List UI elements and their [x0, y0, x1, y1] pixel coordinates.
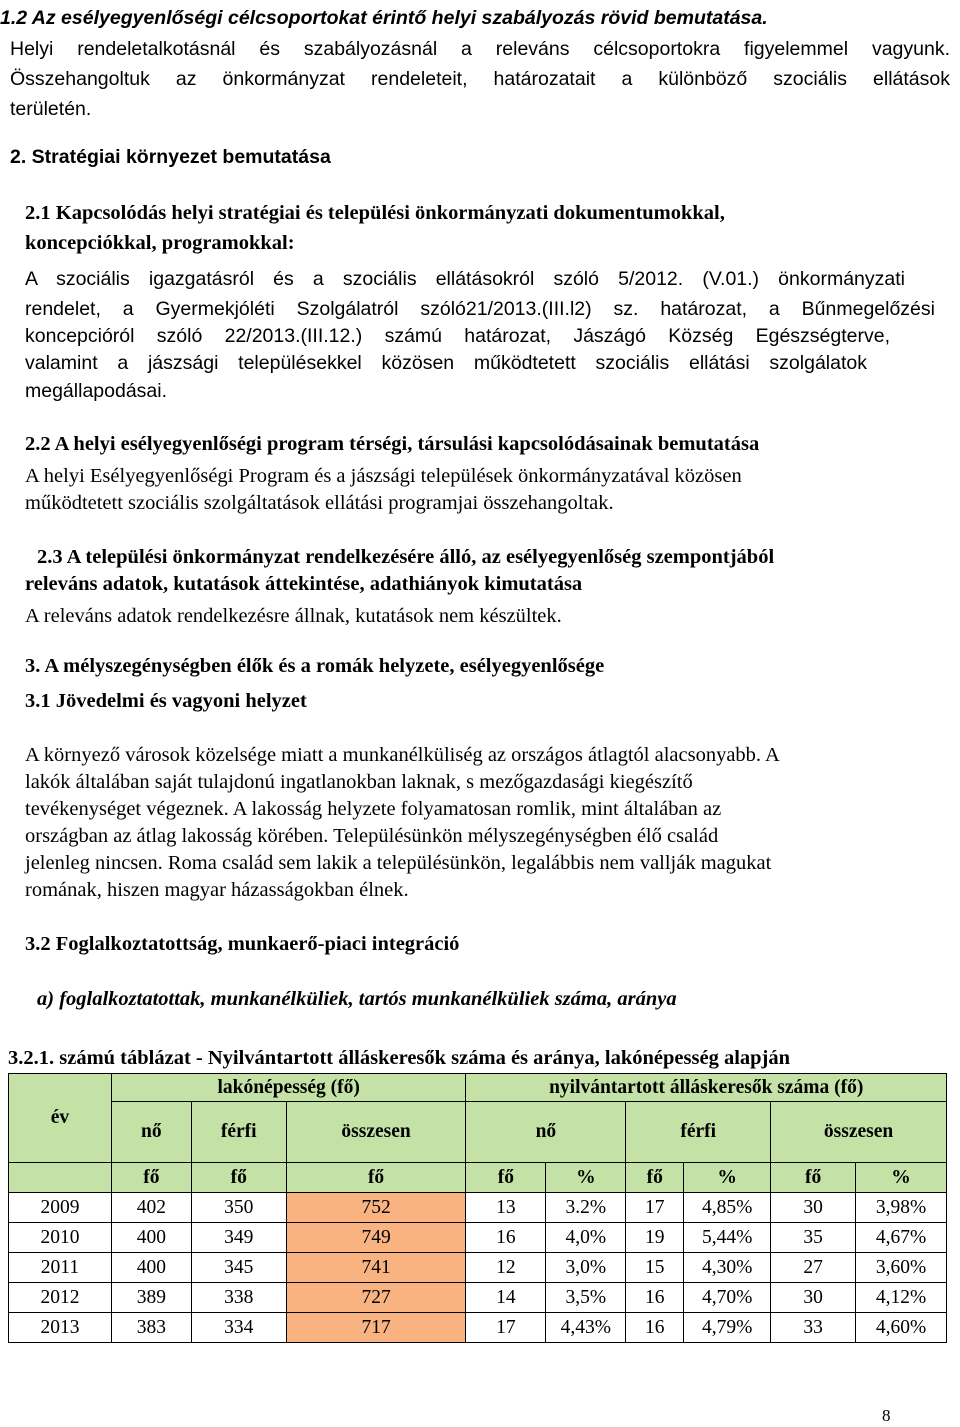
- table-cell: 349: [191, 1223, 286, 1253]
- table-caption: 3.2.1. számú táblázat - Nyilvántartott álláskeresők száma és aránya, lakónépesség alapján: [8, 1047, 791, 1069]
- table-cell: 13: [466, 1193, 546, 1223]
- table-cell: 383: [111, 1313, 191, 1343]
- table-row: [9, 1313, 947, 1343]
- table-cell: 30: [771, 1283, 856, 1313]
- section-2-1-text-line: megállapodásai.: [25, 380, 168, 402]
- table-row: [9, 1193, 947, 1223]
- table-cell: 2009: [9, 1193, 112, 1223]
- unit-cell: fő: [111, 1163, 191, 1193]
- table-cell: 19: [626, 1223, 684, 1253]
- section-2-2-text-line: működtetett szociális szolgáltatások ellátási programjai összehangoltak.: [25, 492, 614, 514]
- section-1-2-text-line: Helyi rendeletalkotásnál és szabályozásnál a releváns célcsoportokra figyelemmel vagyunk.: [10, 38, 950, 60]
- section-3-heading: 3. A mélyszegénységben élők és a romák helyzete, esélyegyenlősége: [25, 655, 605, 677]
- table-cell: 4,60%: [856, 1313, 947, 1343]
- unit-cell: fő: [466, 1163, 546, 1193]
- section-2-1-text-line: rendelet, a Gyermekjóléti Szolgálatról szóló21/2013.(III.l2) sz. határozat, a Bűnmegelőzési: [25, 298, 935, 320]
- jobseekers-table: [8, 1073, 947, 1343]
- table-cell: 334: [191, 1313, 286, 1343]
- table-cell: 3,98%: [856, 1193, 947, 1223]
- table-cell: 402: [111, 1193, 191, 1223]
- table-cell: 338: [191, 1283, 286, 1313]
- table-cell: 727: [286, 1283, 466, 1313]
- header-population-total: összesen: [286, 1102, 466, 1163]
- section-2-heading: 2. Stratégiai környezet bemutatása: [10, 146, 331, 168]
- table-cell: 4,85%: [684, 1193, 771, 1223]
- table-cell: 4,70%: [684, 1283, 771, 1313]
- unit-cell: fő: [191, 1163, 286, 1193]
- table-cell: 3,60%: [856, 1253, 947, 1283]
- table-cell: 3,5%: [546, 1283, 626, 1313]
- section-2-1-heading: 2.1 Kapcsolódás helyi stratégiai és települési önkormányzati dokumentumokkal,: [25, 202, 725, 224]
- table-row: [9, 1253, 947, 1283]
- header-group-population: lakónépesség (fő): [111, 1074, 466, 1102]
- page-number: 8: [882, 1406, 891, 1425]
- table-cell: 749: [286, 1223, 466, 1253]
- table-cell: 16: [466, 1223, 546, 1253]
- unit-cell: %: [546, 1163, 626, 1193]
- table-cell: 4,67%: [856, 1223, 947, 1253]
- unit-cell: %: [856, 1163, 947, 1193]
- section-2-1-text-line: valamint a jászsági településekkel közösen működtetett szociális ellátási szolgálatok: [25, 352, 867, 374]
- table-cell: 4,0%: [546, 1223, 626, 1253]
- table-row: [9, 1223, 947, 1253]
- table-cell: 16: [626, 1283, 684, 1313]
- unit-cell: fő: [626, 1163, 684, 1193]
- table-cell: 345: [191, 1253, 286, 1283]
- table-cell: 30: [771, 1193, 856, 1223]
- section-1-2-text-line: területén.: [10, 98, 92, 120]
- table-row: [9, 1283, 947, 1313]
- header-year: év: [9, 1074, 112, 1163]
- table-cell: 389: [111, 1283, 191, 1313]
- header-population-male: férfi: [191, 1102, 286, 1163]
- section-3-1-heading: 3.1 Jövedelmi és vagyoni helyzet: [25, 690, 307, 712]
- table-cell: 400: [111, 1253, 191, 1283]
- table-cell: 3,0%: [546, 1253, 626, 1283]
- table-body: [9, 1193, 947, 1343]
- table-cell: 4,79%: [684, 1313, 771, 1343]
- section-1-2-heading: 1.2 Az esélyegyenlőségi célcsoportokat érintő helyi szabályozás rövid bemutatása.: [0, 7, 768, 29]
- unit-cell: fő: [771, 1163, 856, 1193]
- table-cell: 17: [466, 1313, 546, 1343]
- table-cell: 400: [111, 1223, 191, 1253]
- table-cell: 350: [191, 1193, 286, 1223]
- section-1-2-text-line: Összehangoltuk az önkormányzat rendeleteit, határozatait a különböző szociális ellátások: [10, 68, 950, 90]
- section-3-2-subheading: a) foglalkoztatottak, munkanélküliek, tartós munkanélküliek száma, aránya: [37, 988, 677, 1010]
- table-cell: 2012: [9, 1283, 112, 1313]
- section-2-1-heading: koncepciókkal, programokkal:: [25, 232, 295, 254]
- header-jobseekers-male: férfi: [626, 1102, 771, 1163]
- table-cell: 15: [626, 1253, 684, 1283]
- table-cell: 741: [286, 1253, 466, 1283]
- header-population-female: nő: [111, 1102, 191, 1163]
- section-3-1-text-line: országban az átlag lakosság körében. Településünkön mélyszegénységben élő család: [25, 825, 719, 847]
- section-3-1-text-line: jelenleg nincsen. Roma család sem lakik a településünkön, legalábbis nem vallják magukat: [25, 852, 772, 874]
- table-cell: 17: [626, 1193, 684, 1223]
- table-cell: 4,30%: [684, 1253, 771, 1283]
- table-cell: 33: [771, 1313, 856, 1343]
- unit-cell: %: [684, 1163, 771, 1193]
- section-2-3-heading: 2.3 A települési önkormányzat rendelkezésére álló, az esélyegyenlőség szempontjából: [37, 546, 775, 568]
- table-cell: 752: [286, 1193, 466, 1223]
- section-2-2-heading: 2.2 A helyi esélyegyenlőségi program térségi, társulási kapcsolódásainak bemutatása: [25, 433, 760, 455]
- table-cell: 4,43%: [546, 1313, 626, 1343]
- header-jobseekers-female: nő: [466, 1102, 626, 1163]
- table-cell: 16: [626, 1313, 684, 1343]
- unit-cell: fő: [286, 1163, 466, 1193]
- section-2-2-text-line: A helyi Esélyegyenlőségi Program és a jászsági települések önkormányzatával közösen: [25, 465, 742, 487]
- table-cell: 14: [466, 1283, 546, 1313]
- section-3-1-text-line: A környező városok közelsége miatt a munkanélküliség az országos átlagtól alacsonyabb. A: [25, 744, 780, 766]
- header-group-jobseekers: nyilvántartott álláskeresők száma (fő): [466, 1074, 947, 1102]
- table-cell: 5,44%: [684, 1223, 771, 1253]
- unit-cell-blank: [9, 1163, 112, 1193]
- table-cell: 2011: [9, 1253, 112, 1283]
- table-cell: 3.2%: [546, 1193, 626, 1223]
- section-2-1-text-line: A szociális igazgatásról és a szociális ellátásokról szóló 5/2012. (V.01.) önkormányzati: [25, 268, 905, 290]
- section-3-1-text-line: lakók általában saját tulajdonú ingatlanokban laknak, s mezőgazdasági kiegészítő: [25, 771, 693, 793]
- section-2-1-text-line: koncepcióról szóló 22/2013.(III.12.) számú határozat, Jászágó Község Egészségterve,: [25, 325, 890, 347]
- header-jobseekers-total: összesen: [771, 1102, 947, 1163]
- table-cell: 2010: [9, 1223, 112, 1253]
- section-3-2-heading: 3.2 Foglalkoztatottság, munkaerő-piaci integráció: [25, 933, 460, 955]
- section-2-3-text: A releváns adatok rendelkezésre állnak, kutatások nem készültek.: [25, 605, 562, 627]
- table-cell: 12: [466, 1253, 546, 1283]
- table-cell: 27: [771, 1253, 856, 1283]
- section-3-1-text-line: romának, hiszen magyar házasságokban élnek.: [25, 879, 409, 901]
- section-3-1-text-line: tevékenységet végeznek. A lakosság helyzete folyamatosan romlik, mint általában az: [25, 798, 722, 820]
- table-cell: 717: [286, 1313, 466, 1343]
- table-cell: 35: [771, 1223, 856, 1253]
- table-cell: 2013: [9, 1313, 112, 1343]
- table-cell: 4,12%: [856, 1283, 947, 1313]
- section-2-3-heading: releváns adatok, kutatások áttekintése, adathiányok kimutatása: [25, 573, 583, 595]
